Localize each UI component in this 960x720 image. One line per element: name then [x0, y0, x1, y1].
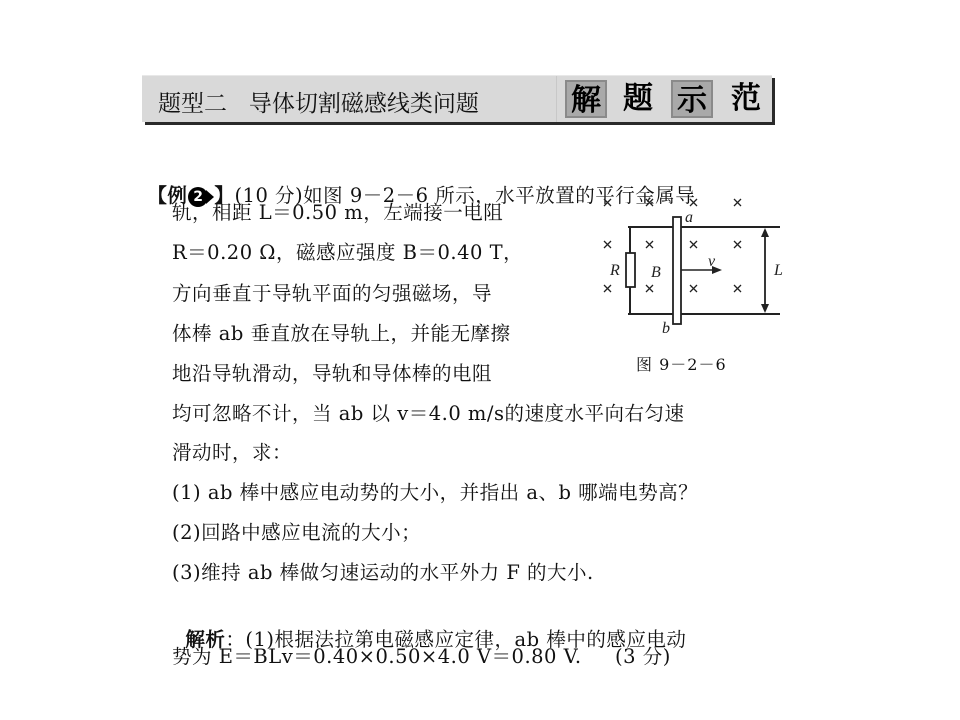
badge-char: 范 — [731, 81, 761, 116]
section-header — [142, 75, 772, 122]
example-line-7: 滑动时，求： — [172, 441, 293, 464]
badge-char: 解 — [565, 80, 607, 118]
length-arrow-up-icon — [761, 228, 769, 237]
example-label: 【例 2 】 — [147, 184, 235, 207]
example-line-1: 轨，相距 L＝0.50 m，左端接一电阻 — [172, 201, 504, 224]
section-title: 题型二 导体切割磁感线类问题 — [158, 91, 479, 117]
svg-text:B: B — [651, 264, 661, 281]
example-line-6: 均可忽略不计，当 ab 以 v＝4.0 m/s的速度水平向右匀速 — [172, 402, 685, 425]
svg-text:a: a — [685, 209, 693, 226]
example-line-0: 【例 2 】(10 分)如图 9－2－6 所示，水平放置的平行金属导 — [147, 184, 696, 207]
conductor-rod — [673, 217, 681, 324]
badge-char: 题 — [623, 81, 653, 116]
svg-text:b: b — [662, 320, 670, 337]
question-3: (3)维持 ab 棒做匀速运动的水平外力 F 的大小. — [172, 561, 594, 584]
badge-char: 示 — [671, 80, 713, 118]
solution-demo-badge — [556, 76, 773, 122]
solution-label: 解析 — [185, 628, 226, 651]
example-line-2: R＝0.20 Ω，磁感应强度 B＝0.40 T， — [172, 241, 524, 264]
solution-line-1: 解析：(1)根据法拉第电磁感应定律，ab 棒中的感应电动 — [185, 628, 687, 651]
example-number-icon: 2 — [188, 187, 208, 207]
question-2: (2)回路中感应电流的大小； — [172, 521, 422, 544]
example-line-3: 方向垂直于导轨平面的匀强磁场，导 — [172, 282, 493, 305]
figure-caption: 图 9－2－6 — [636, 355, 727, 374]
question-1: (1) ab 棒中感应电动势的大小，并指出 a、b 哪端电势高？ — [172, 481, 699, 504]
svg-text:v: v — [708, 253, 716, 270]
length-arrow-down-icon — [761, 304, 769, 313]
example-line-5: 地沿导轨滑动，导轨和导体棒的电阻 — [172, 362, 493, 385]
svg-text:R: R — [610, 262, 620, 279]
svg-text:L: L — [774, 262, 783, 279]
resistor-icon — [626, 253, 635, 287]
solution-line-2: 势为 E＝BLv＝0.40×0.50×4.0 V＝0.80 V. (3 分) — [172, 645, 671, 668]
example-line-4: 体棒 ab 垂直放在导轨上，并能无摩擦 — [172, 322, 511, 345]
